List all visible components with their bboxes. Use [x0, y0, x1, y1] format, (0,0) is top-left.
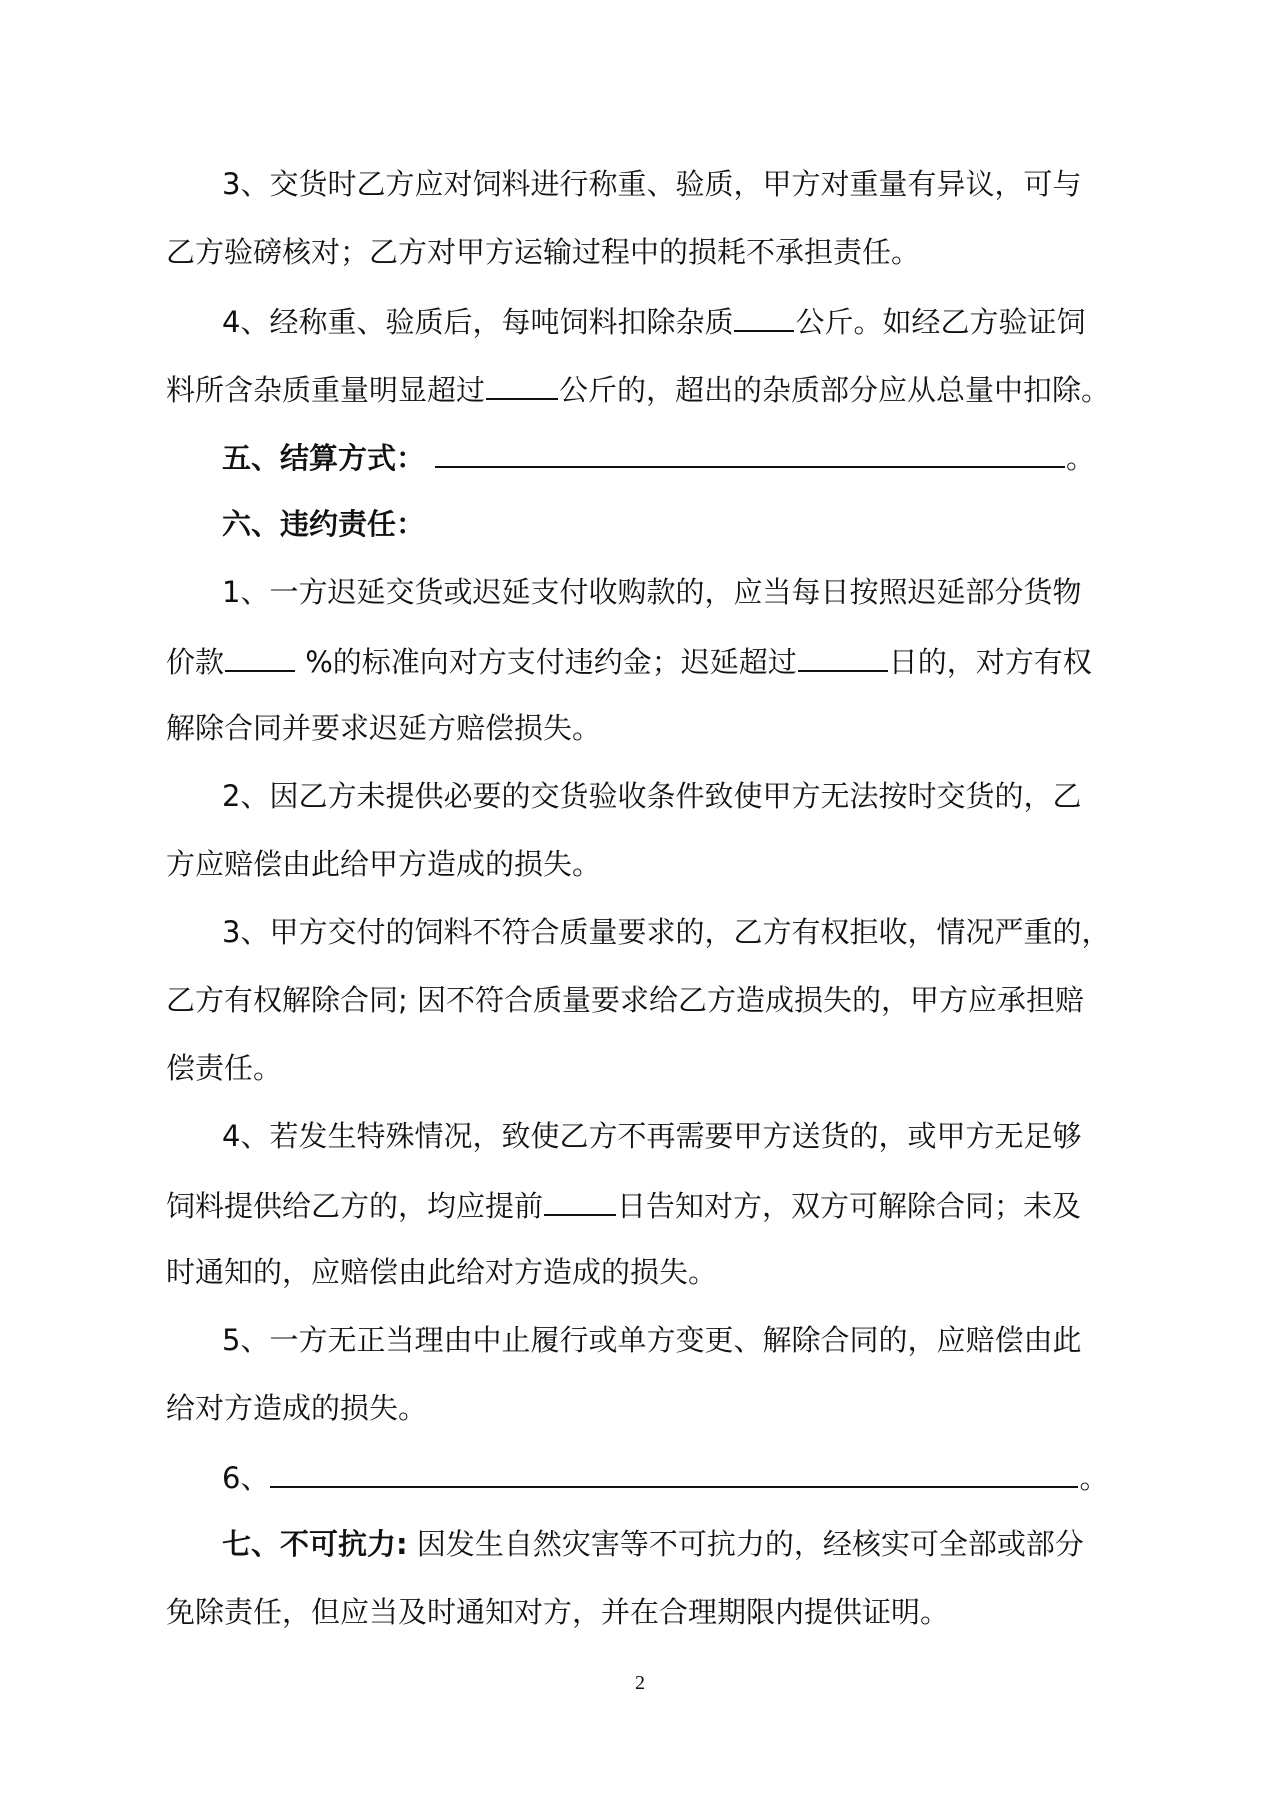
- liability-1-text-c: 日的，对方有权: [888, 645, 1092, 679]
- section-6-title: 六、违约责任：: [222, 507, 426, 541]
- liability-4-text-b: 日告知对方，双方可解除合同；未及: [617, 1189, 1082, 1223]
- liability-3-line-1: 3、甲方交付的饲料不符合质量要求的，乙方有权拒收，情况严重的，: [222, 915, 1111, 949]
- clause-3-line-1: 3、交货时乙方应对饲料进行称重、验质，甲方对重量有异议，可与: [222, 167, 1082, 201]
- liability-6-end: 。: [1079, 1461, 1109, 1495]
- liability-1-text-b: %的标准向对方支付违约金；迟延超过: [296, 645, 797, 679]
- liability-1-line-1: 1、一方迟延交货或迟延支付收购款的，应当每日按照迟延部分货物: [222, 575, 1082, 609]
- section-5-line: [222, 436, 1095, 478]
- liability-3-line-2: 乙方有权解除合同; 因不符合质量要求给乙方造成损失的，甲方应承担赔: [166, 983, 1084, 1017]
- liability-1-text-a: 价款: [166, 645, 225, 679]
- liability-3-line-3: 偿责任。: [166, 1051, 283, 1085]
- clause-4-text-d: 公斤的，超出的杂质部分应从总量中扣除。: [559, 373, 1111, 407]
- clause-4-text-c: 料所含杂质重量明显超过: [166, 373, 486, 407]
- notice-days-blank: [544, 1184, 616, 1216]
- liability-2-line-1: 2、因乙方未提供必要的交货验收条件致使甲方无法按时交货的，乙: [222, 779, 1082, 813]
- penalty-percent-blank: [225, 640, 295, 672]
- clause-4-text-a: 4、经称重、验质后，每吨饲料扣除杂质: [222, 305, 734, 339]
- liability-5-line-2: 给对方造成的损失。: [166, 1391, 428, 1425]
- liability-4-line-2: [166, 1184, 1081, 1226]
- liability-1-line-3: 解除合同并要求迟延方赔偿损失。: [166, 711, 602, 745]
- liability-4-line-1: 4、若发生特殊情况，致使乙方不再需要甲方送货的，或甲方无足够: [222, 1119, 1082, 1153]
- liability-1-line-2: [166, 640, 1092, 682]
- section-5-title: 五、结算方式：: [222, 441, 426, 475]
- excess-kg-blank: [486, 368, 558, 400]
- liability-4-text-a: 饲料提供给乙方的，均应提前: [166, 1189, 544, 1223]
- delay-days-blank: [798, 640, 888, 672]
- clause-4-line-2: [166, 368, 1110, 410]
- section-7-text-a: 因发生自然灾害等不可抗力的，经核实可全部或部分: [407, 1527, 1084, 1561]
- liability-5-line-1: 5、一方无正当理由中止履行或单方变更、解除合同的，应赔偿由此: [222, 1323, 1082, 1357]
- section-7-title: 七、不可抗力:: [222, 1527, 408, 1561]
- liability-6-prefix: 6、: [222, 1461, 270, 1495]
- liability-2-line-2: 方应赔偿由此给甲方造成的损失。: [166, 847, 602, 881]
- impurity-kg-blank: [734, 300, 794, 332]
- section-7-line-2: 免除责任，但应当及时通知对方，并在合理期限内提供证明。: [166, 1595, 950, 1629]
- clause-4-line-1: [222, 300, 1085, 342]
- section-5-end: 。: [1066, 441, 1096, 475]
- page-number: 2: [635, 1672, 645, 1694]
- liability-6-line: [222, 1456, 1108, 1498]
- clause-3-line-2: 乙方验磅核对；乙方对甲方运输过程中的损耗不承担责任。: [166, 235, 921, 269]
- section-7-line-1: [222, 1524, 1084, 1564]
- clause-4-text-b: 公斤。如经乙方验证饲: [795, 305, 1086, 339]
- settlement-blank: [435, 436, 1065, 468]
- liability-6-blank: [270, 1456, 1078, 1488]
- liability-4-line-3: 时通知的，应赔偿由此给对方造成的损失。: [166, 1255, 718, 1289]
